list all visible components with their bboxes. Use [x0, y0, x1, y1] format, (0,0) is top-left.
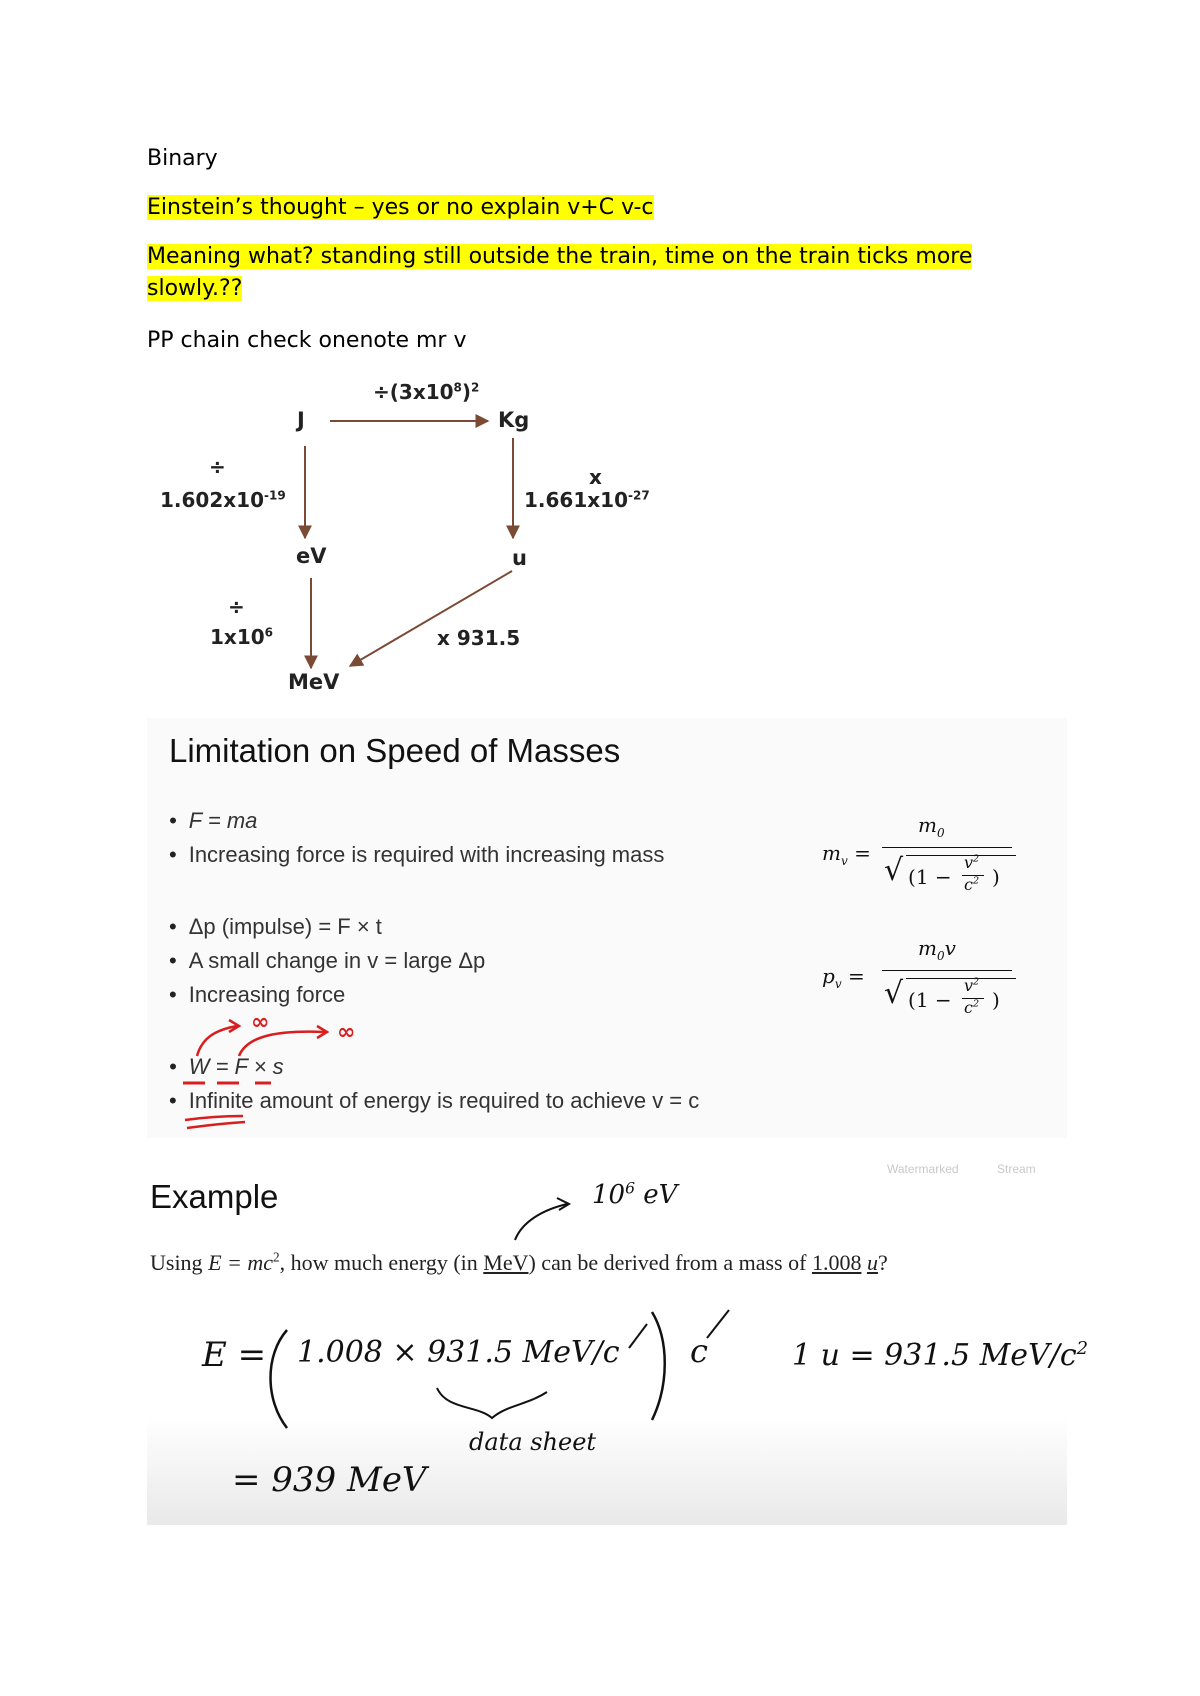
op-j-to-ev-symbol: ÷ — [209, 455, 226, 479]
handwritten-calculation: 1.008 × 931.5 MeV/c — [297, 1335, 620, 1370]
op-j-to-kg: $\div(3x10^8)^2$ — [373, 380, 480, 404]
handwritten-result: = 939 MeV — [232, 1460, 427, 1500]
text-binary: Binary — [147, 146, 218, 171]
slide-title: Limitation on Speed of Masses — [169, 732, 621, 769]
op-j-to-ev: $1.602x10^{-19}$ — [160, 488, 286, 512]
brace-data-sheet — [437, 1388, 547, 1418]
slide-limitation — [147, 718, 1067, 1138]
right-paren — [652, 1312, 665, 1420]
handwritten-c-struck: c — [690, 1332, 708, 1370]
bullet-impulse: • Δp (impulse) = F × t — [169, 914, 382, 940]
op-u-to-mev: x 931.5 — [437, 626, 521, 650]
handwritten-data-sheet: data sheet — [469, 1428, 597, 1456]
op-ev-to-mev-symbol: ÷ — [228, 595, 245, 619]
bullet-increasing-force: • Increasing force — [169, 982, 345, 1008]
bullet-infinite-energy: • Infinite amount of energy is required to achieve v = c — [169, 1088, 699, 1114]
highlighted-text: Einstein’s thought – yes or no explain v+C v-c — [147, 195, 654, 220]
slide-example — [147, 1160, 1089, 1525]
node-kg: Kg — [498, 408, 530, 432]
red-annotations — [147, 718, 1067, 1138]
red-infinity-2: ∞ — [337, 1020, 356, 1045]
slide-title: Example — [150, 1178, 279, 1215]
bullet-increasing-force-mass: • Increasing force is required with increasing mass — [169, 842, 664, 868]
node-u: u — [512, 546, 527, 570]
red-infinity-1: ∞ — [251, 1010, 270, 1035]
diagram-arrows — [0, 0, 1200, 720]
node-j: J — [297, 408, 305, 432]
strike-c-1 — [629, 1324, 647, 1348]
example-question: Using $E = mc^2$, how much energy (in MeV) can be derived from a mass of 1.008 u? — [150, 1249, 888, 1275]
formula-relativistic-momentum: $p_v$ = $m_0v$ √ (1 − $v^2$ $c^2$ ) — [822, 936, 1052, 1031]
bullet-small-change: • A small change in v = large Δp — [169, 948, 485, 974]
formula-relativistic-mass: $m_v$ = $m_0$ √ (1 − $v^2$ $c^2$ ) — [822, 813, 1052, 908]
node-mev: MeV — [288, 670, 340, 694]
handwritten-10-6-ev: $10^6$ eV — [592, 1179, 678, 1210]
strike-c-2 — [707, 1310, 729, 1338]
bullet-work: • W = F × s — [169, 1054, 284, 1080]
highlighted-text: slowly.?? — [147, 276, 243, 301]
highlighted-text: Meaning what? standing still outside the train, time on the train ticks more — [147, 244, 973, 269]
text-pp-chain: PP chain check onenote mr v — [147, 328, 467, 353]
op-kg-to-u: $1.661x10^{-27}$ — [524, 488, 650, 512]
arrow-u-to-mev — [350, 571, 512, 666]
bullet-f-ma: • F = ma — [169, 808, 257, 834]
red-underline-infinite-2 — [187, 1122, 245, 1128]
conversion-diagram — [0, 0, 1200, 720]
handwritten-e-equals: E = — [202, 1335, 267, 1375]
node-ev: eV — [296, 544, 327, 568]
watermark-text: Stream — [997, 1162, 1036, 1176]
left-paren — [271, 1330, 288, 1428]
red-underline-infinite-1 — [185, 1116, 243, 1120]
handwritten-conversion-note: 1 u = 931.5 MeV/$c^2$ — [792, 1338, 1089, 1373]
op-ev-to-mev: $1x10^6$ — [210, 625, 274, 649]
op-kg-to-u-symbol: x — [589, 465, 602, 489]
red-arrow-2 — [239, 1032, 325, 1056]
watermark-text: Watermarked — [887, 1162, 959, 1176]
